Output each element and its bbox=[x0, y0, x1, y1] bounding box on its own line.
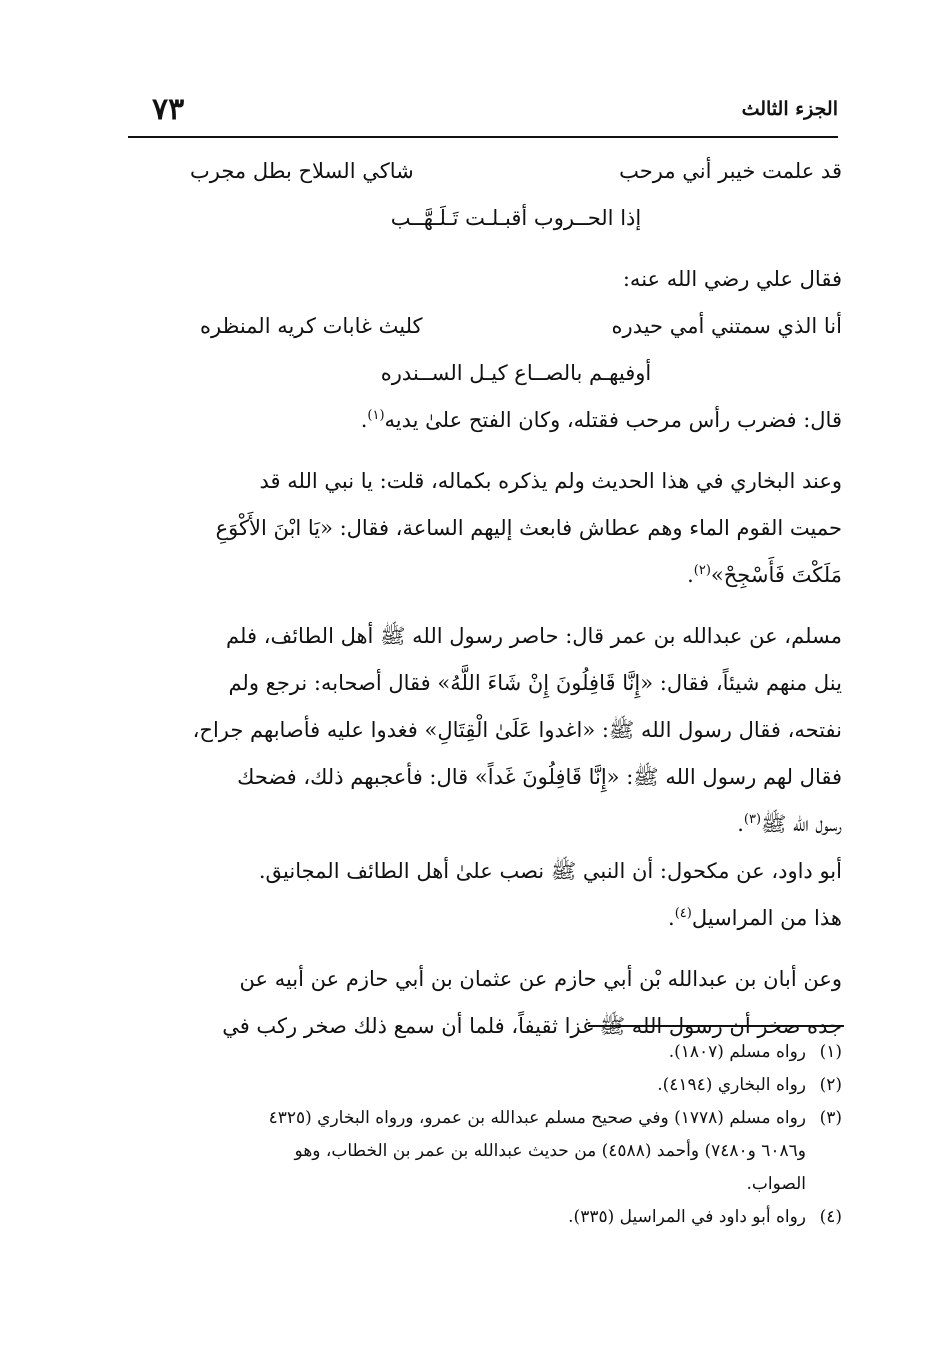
footnote-1 bbox=[128, 1036, 842, 1069]
hemistich-left: شاكي السلاح بطل مجرب bbox=[190, 159, 414, 183]
footnote-number: (٣) bbox=[819, 1108, 842, 1128]
header-rule bbox=[128, 136, 838, 138]
hemistich-right: أنا الذي سمتني أمي حيدره bbox=[611, 314, 842, 338]
footnote-2 bbox=[128, 1069, 842, 1102]
footnote-text: رواه مسلم (١٨٠٧). bbox=[668, 1042, 806, 1062]
footnote-ref-2: (٢) bbox=[693, 563, 711, 578]
poem-ali-line-1 bbox=[200, 303, 842, 350]
footnote-4 bbox=[128, 1201, 842, 1234]
main-text bbox=[130, 148, 842, 1050]
paragraph-aban: وعن أبان بن عبدالله بْن أبي حازم عن عثمان بن أبي حازم عن أبيه عن جده صخر أن رسول الله ﷺ غزا ثقيفاً، فلما أن سمع ذلك صخر ركب في bbox=[222, 967, 842, 1038]
footnote-text: رواه مسلم (١٧٧٨) وفي صحيح مسلم عبدالله بن عمرو، ورواه البخاري (٤٣٢٥ و٦٠٨٦ و٧٤٨٠) وأحمد (٤٥٨٨) من حديث عبدالله بن عمر بن الخطاب، وهو الصواب. bbox=[268, 1108, 806, 1194]
hemistich-right: قد علمت خيبر أني مرحب bbox=[619, 159, 842, 183]
footnote-ref-4: (٤) bbox=[674, 906, 692, 921]
footnotes bbox=[128, 1036, 842, 1234]
paragraph-abu-dawud: أبو داود، عن مكحول: أن النبي ﷺ نصب علىٰ أهل الطائف المجانيق. هذا من المراسيل$^{(٤)}$. bbox=[258, 859, 842, 930]
footnote-ref-1: (١) bbox=[367, 408, 385, 423]
footnote-3 bbox=[128, 1102, 842, 1201]
poem-marhab-line-2: إذا الحــروب أقبـلـت تَـلَـهَّــب bbox=[390, 206, 642, 230]
footnote-number: (١) bbox=[819, 1042, 842, 1062]
running-title: الجزء الثالث bbox=[741, 98, 838, 120]
footnote-text: رواه البخاري (٤١٩٤). bbox=[657, 1075, 806, 1095]
footnote-ref-3: (٣) bbox=[743, 812, 762, 827]
hemistich-left: كليث غابات كريه المنظره bbox=[200, 314, 423, 338]
poem-ali-line-2: أوفيهـم بالصــاع كيـل الســندره bbox=[380, 361, 652, 385]
page-number: ٧٣ bbox=[152, 92, 185, 127]
footnote-number: (٤) bbox=[819, 1207, 842, 1227]
footnote-text: رواه أبو داود في المراسيل (٣٣٥). bbox=[568, 1207, 806, 1227]
footnote-number: (٢) bbox=[819, 1075, 842, 1095]
paragraph-bukhari: وعند البخاري في هذا الحديث ولم يذكره بكماله، قلت: يا نبي الله قد حميت القوم الماء وهم عطاش فابعث إليهم الساعة، فقال: «يَا ابْنَ الأَكْوَعِ مَلَكْتَ فَأَسْجِحْ»$^{(٢)}$. bbox=[215, 469, 842, 587]
poem-marhab-line-1 bbox=[190, 148, 842, 195]
page-header bbox=[128, 92, 838, 134]
qala-line: قال: فضرب رأس مرحب فقتله، وكان الفتح علىٰ يديه$^{(١)}$. bbox=[360, 408, 842, 432]
ali-intro: فقال علي رضي الله عنه: bbox=[622, 267, 842, 291]
footnote-rule bbox=[588, 1025, 844, 1027]
paragraph-muslim: مسلم، عن عبدالله بن عمر قال: حاصر رسول الله ﷺ أهل الطائف، فلم ينل منهم شيئاً، فقال: «إِنَّا قَافِلُونَ إِنْ شَاءَ اللَّهُ» فقال أصحابه: نرجع ولم نفتحه، فقال رسول الله ﷺ: «اغدوا عَلَىٰ الْقِتَالِ» فغدوا عليه فأصابهم جراح، فقال لهم رسول الله ﷺ: «إِنَّا قَافِلُونَ غَداً» قال: فأعجبهم ذلك، فضحك رسول الله ﷺ$^{(٣)}$. bbox=[192, 624, 842, 836]
